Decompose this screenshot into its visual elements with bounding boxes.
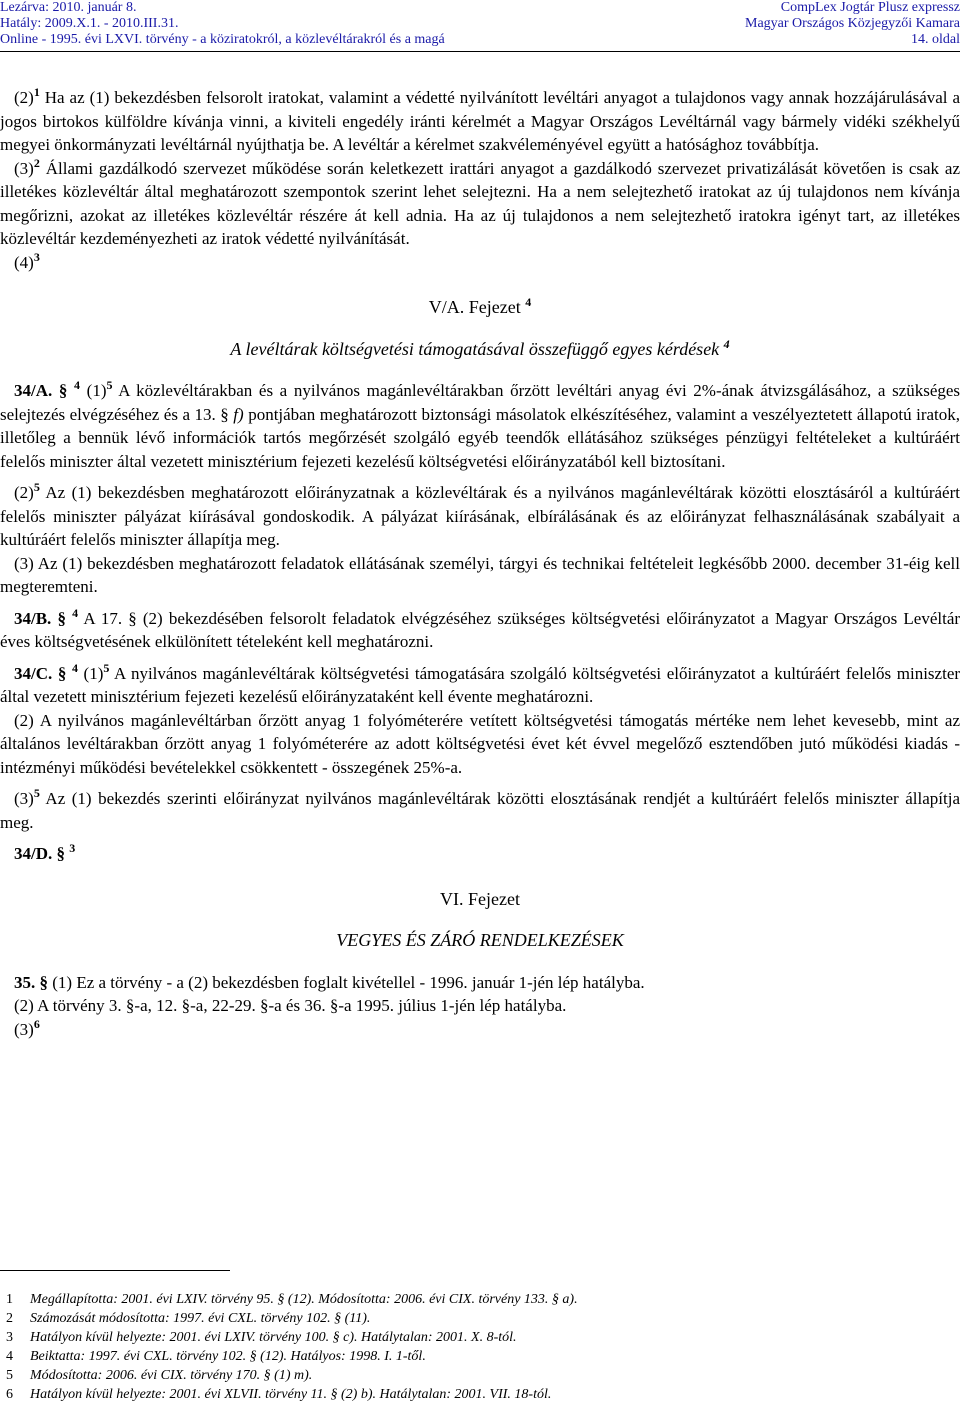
header-left: [0, 0, 445, 48]
section-sign: §: [56, 844, 65, 863]
section-34c-paragraph-3: [0, 787, 960, 834]
chapter-title: VI. Fejezet: [440, 888, 520, 909]
section-34b: [0, 607, 960, 654]
footnote-ref[interactable]: 5: [33, 786, 40, 800]
header-document-title: Online - 1995. évi LXVI. törvény - a köziratokról, a közlevéltárakról és a magá: [0, 32, 445, 47]
paragraph-number: (3): [14, 158, 34, 178]
footnote-ref[interactable]: 4: [525, 295, 532, 309]
paragraph-number: (4): [14, 252, 34, 272]
chapter-heading-vi: [0, 888, 960, 912]
section-34c-paragraph-2: [0, 709, 960, 780]
footnote-ref[interactable]: 3: [69, 841, 76, 855]
footnote-number: 5: [6, 1368, 13, 1383]
paragraph-text: pontjában meghatározott biztonsági másolatok elkészítéséhez, valamint a veszélyeztetett állapotú iratok, illetőleg a bennük lévő információk tartós megőrzését szolgáló egyéb teendők ellátásához szükséges pénzügyi feltételeket a kultúráért felelős miniszter által vezetett minisztérium fejezeti kezelésű költségvetési előirányzatából kell biztosítani.: [0, 404, 960, 471]
footnote-ref[interactable]: 4: [71, 660, 78, 675]
footnote-ref[interactable]: 4: [74, 378, 81, 392]
header-page-number: 14. oldal: [911, 32, 960, 47]
header-divider: [0, 51, 960, 52]
header-publisher: Magyar Országos Közjegyzői Kamara: [745, 16, 960, 31]
paragraph-text: Ha az (1) bekezdésben felsorolt iratokat, valamint a védetté nyilvánított levéltári anyagot a tulajdonos vagy annak hozzájárulásával a jogos birtokos külföldre kívánja vinni, a kiviteli engedély iránti kérelmét a Magyar Országos Levéltárnál vagy bármely vidéki székhelyű megyei önkormányzati levéltárnál nyújthatja be. A levéltár a kérelmet szakvéleményével együtt a hatósághoz továbbítja.: [0, 88, 960, 154]
section-34a-paragraph-3: [0, 552, 960, 599]
section-34a: [0, 379, 960, 473]
paragraph-number: (1): [83, 663, 104, 683]
section-34d: [0, 842, 960, 866]
section-label: 34/D.: [14, 844, 53, 863]
paragraph-number: (3): [14, 789, 34, 808]
footnote-text: Módosította: 2006. évi CIX. törvény 170. § (1) m).: [30, 1368, 313, 1383]
chapter-subtitle-vi: [0, 929, 960, 953]
paragraph-text: Az (1) bekezdés szerinti előirányzat nyilvános magánlevéltárak közötti elosztásának rendjét a kultúráért felelős miniszter állapítja meg.: [0, 789, 960, 832]
footnotes: [0, 1290, 960, 1404]
footnote-number: 3: [6, 1330, 13, 1345]
footnote-ref[interactable]: 2: [33, 155, 40, 170]
footnote-number: 1: [6, 1292, 13, 1307]
footnote-3: [0, 1328, 960, 1347]
section-35: [0, 971, 960, 995]
section-sign: §: [57, 608, 66, 628]
chapter-subtitle: A levéltárak költségvetési támogatásával összefüggő egyes kérdések: [230, 338, 720, 359]
section-35-paragraph-3: [0, 1018, 960, 1042]
footnote-text: Beiktatta: 1997. évi CXL. törvény 102. § (12). Hatályos: 1998. I. 1-től.: [30, 1349, 426, 1364]
footnote-text: Hatályon kívül helyezte: 2001. évi XLVII. törvény 11. § (2) b). Hatálytalan: 2001. VII. 18-tól.: [30, 1387, 552, 1402]
paragraph-text: Állami gazdálkodó szervezet működése során keletkezett irattári anyagot a gazdálkodó szervezet privatizálását követően is csak az illetékes közlevéltár által meghatározott szempontok szerint lehet selejtezni. Ha a nem selejtezhető iratokat az új tulajdonos nem kívánja megőrizni, azokat az illetékes közlevéltár részére át kell adnia. Ha az új tulajdonos a nem selejtezhető iratokra igényt tart, az illetékes közlevéltár kezdeményezheti az iratok védetté nyilvánítását.: [0, 158, 960, 248]
footnote-ref[interactable]: 5: [33, 480, 40, 494]
paragraph-number: (2): [14, 483, 34, 502]
footnote-text: Számozását módosította: 1997. évi CXL. törvény 102. § (11).: [30, 1311, 371, 1326]
paragraph-text: (3) Az (1) bekezdésben meghatározott feladatok ellátásának személyi, tárgyi és technikai feltételeit legkésőbb 2000. december 31-éig kell megteremteni.: [0, 553, 960, 596]
footnote-ref[interactable]: 5: [106, 378, 113, 392]
paragraph-text: (1) Ez a törvény - a (2) bekezdésben foglalt kivétellel - 1996. január 1-jén lép hatályba.: [52, 972, 645, 992]
footnote-ref[interactable]: 6: [33, 1016, 40, 1031]
paragraph-number: (3): [14, 1019, 34, 1039]
footnote-text: Megállapította: 2001. évi LXIV. törvény 95. § (12). Módosította: 2006. évi CIX. törvény 133. § a).: [30, 1292, 578, 1307]
section-34a-paragraph-2: [0, 481, 960, 552]
section-label: 34/A.: [14, 381, 53, 400]
footnote-1: [0, 1290, 960, 1309]
section-sign: §: [58, 381, 68, 400]
footnote-number: 4: [6, 1349, 13, 1364]
footnote-ref[interactable]: 1: [33, 85, 40, 99]
paragraph-text: (2) A nyilvános magánlevéltárban őrzött anyag 1 folyóméterére vetített költségvetési támogatás mértéke nem lehet kevesebb, mint az általános levéltárakban őrzött anyag 1 folyóméterére az adott költségvetési évet két évvel megelőző esztendőben jutó működési kiadás - intézményi működési bevételekkel csökkentett - összegének 25%-a.: [0, 710, 960, 777]
section-label: 34/B.: [14, 608, 52, 628]
chapter-subtitle-va: [0, 338, 960, 362]
footnote-ref[interactable]: 3: [33, 249, 40, 264]
chapter-title: V/A. Fejezet: [428, 297, 521, 317]
section-sign: §: [57, 663, 67, 683]
paragraph-number: (1): [86, 381, 107, 400]
footnote-text: Hatályon kívül helyezte: 2001. évi LXIV. törvény 100. § c). Hatálytalan: 2001. X. 8-tól.: [30, 1330, 517, 1345]
chapter-subtitle: VEGYES ÉS ZÁRÓ RENDELKEZÉSEK: [336, 930, 624, 950]
section-35-paragraph-2: [0, 994, 960, 1018]
header-product: CompLex Jogtár Plusz expressz: [780, 0, 960, 15]
footnote-number: 6: [6, 1387, 13, 1402]
page-header: [0, 0, 960, 50]
paragraph-number: (2): [14, 88, 34, 107]
footnote-ref[interactable]: 4: [72, 605, 79, 620]
footnote-4: [0, 1347, 960, 1366]
paragraph-text: A közlevéltárakban és a nyilvános magánlevéltárakban őrzött levéltári anyag évi 2%-ának átvizsgálásához, a szükséges selejtezés elvégzéséhez és a 13. §: [0, 381, 960, 424]
footnote-number: 2: [6, 1311, 13, 1326]
paragraph-text: A nyilvános magánlevéltárak költségvetési támogatására szolgáló költségvetési előirányzatot a kultúráért felelős miniszter által vezetett minisztérium fejezeti kezelésű előirányzataként kell évente meghatározni.: [0, 663, 960, 706]
section-label: 34/C.: [14, 663, 53, 683]
paragraph-3: [0, 157, 960, 251]
footnote-divider: [0, 1270, 230, 1271]
point-reference: f): [233, 404, 244, 424]
chapter-heading-va: [0, 296, 960, 320]
document-body: [0, 80, 960, 1041]
header-right: [745, 0, 960, 48]
paragraph-4: [0, 251, 960, 275]
section-label: 35.: [14, 972, 36, 992]
header-validity: Hatály: 2009.X.1. - 2010.III.31.: [0, 16, 179, 31]
section-sign: §: [39, 972, 48, 992]
footnote-ref[interactable]: 5: [103, 660, 110, 675]
footnote-ref[interactable]: 4: [723, 336, 730, 351]
header-closed-date: Lezárva: 2010. január 8.: [0, 0, 137, 15]
paragraph-text: (2) A törvény 3. §-a, 12. §-a, 22-29. §-a és 36. §-a 1995. július 1-jén lép hatályba.: [14, 996, 567, 1015]
paragraph-text: A 17. § (2) bekezdésében felsorolt feladatok elvégzéséhez szükséges költségvetési előirányzatot a Magyar Országos Levéltár éves költségvetésének elkülönített tételeként kell meghatározni.: [0, 608, 960, 651]
section-34c: [0, 662, 960, 709]
paragraph-text: Az (1) bekezdésben meghatározott előirányzatnak a közlevéltárak és a nyilvános magánlevéltárak közötti elosztásáról a kultúráért felelős miniszter pályázat kiírásával gondoskodik. A pályázat kiírásának, elbírálásának és az előirányzat felhasználásának szabályait a kultúráért felelős miniszter állapítja meg.: [0, 483, 960, 549]
footnote-5: [0, 1366, 960, 1385]
footnote-2: [0, 1309, 960, 1328]
paragraph-2: [0, 86, 960, 157]
footnote-6: [0, 1385, 960, 1404]
